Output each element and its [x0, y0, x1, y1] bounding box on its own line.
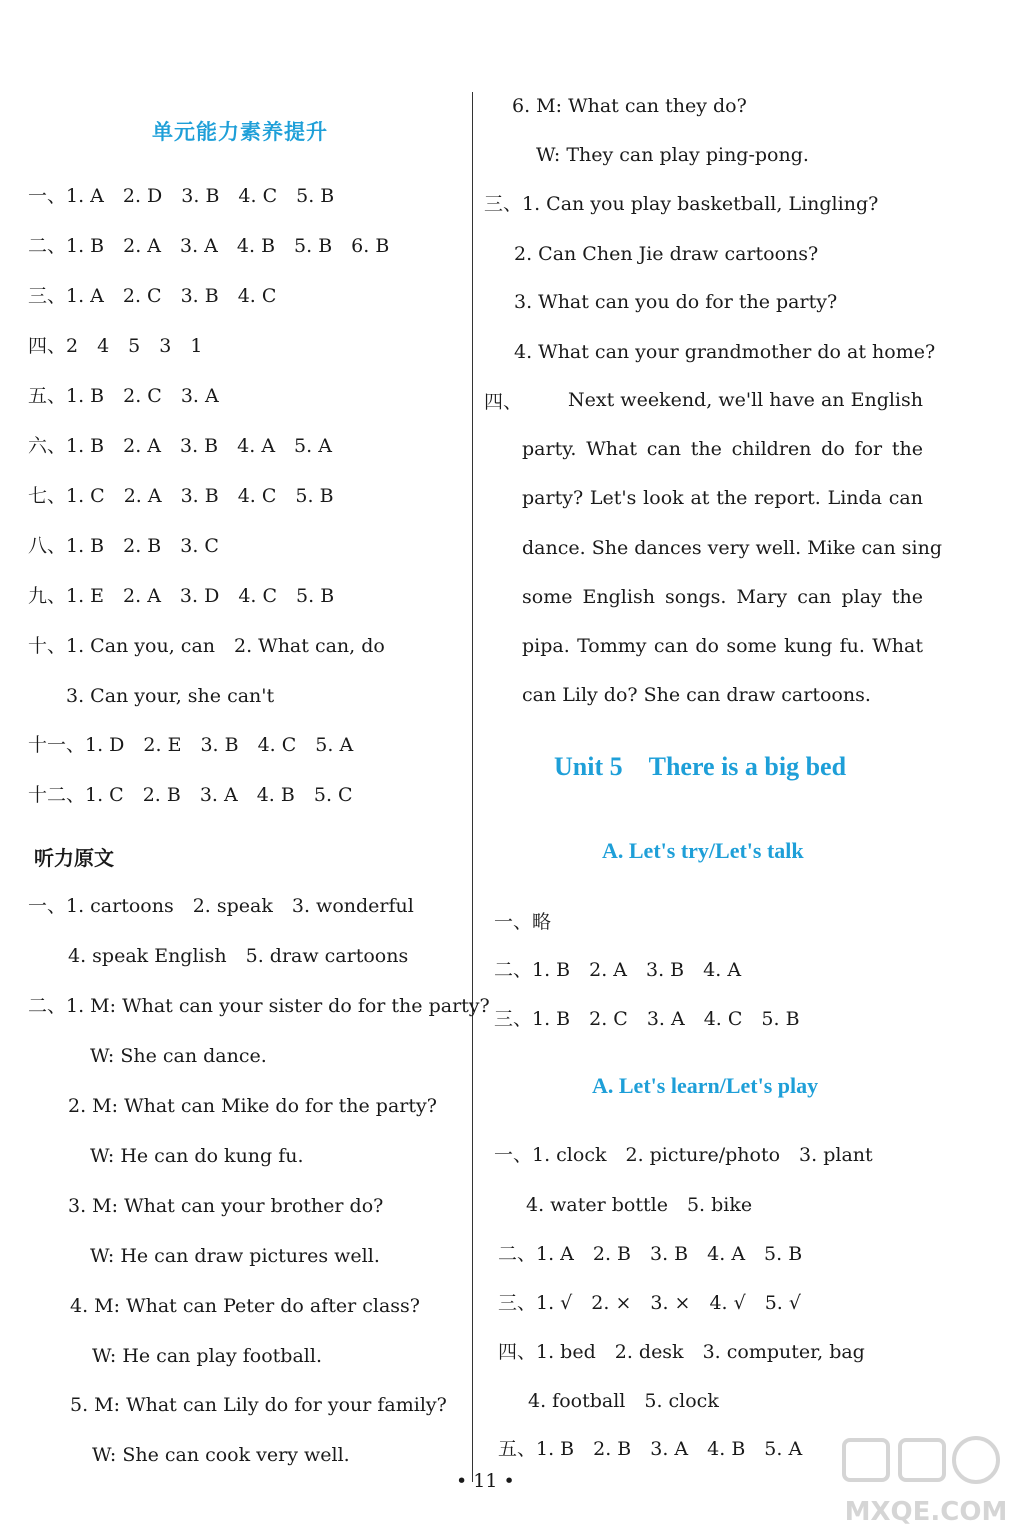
passage-label: 四、: [484, 391, 523, 413]
listening-line: W: He can draw pictures well.: [90, 1245, 380, 1267]
dialogue-line: 6. M: What can they do?: [512, 95, 747, 117]
answer-line: 三、1. √ 2. × 3. × 4. √ 5. √: [498, 1292, 801, 1314]
listening-line: W: He can do kung fu.: [90, 1145, 304, 1167]
passage-line: party? Let's look at the report. Linda can: [522, 487, 923, 509]
answer-line: 十、1. Can you, can 2. What can, do: [28, 635, 385, 657]
listening-line: 一、1. cartoons 2. speak 3. wonderful: [28, 895, 414, 917]
question-line: 4. What can your grandmother do at home?: [514, 341, 936, 363]
question-line: 2. Can Chen Jie draw cartoons?: [514, 243, 819, 265]
answer-line: 三、1. A 2. C 3. B 4. C: [28, 285, 277, 307]
answer-line: 二、1. B 2. A 3. B 4. A: [494, 959, 742, 981]
answer-line: 四、1. bed 2. desk 3. computer, bag: [498, 1341, 865, 1363]
listening-line: 5. M: What can Lily do for your family?: [70, 1394, 447, 1416]
question-line: 三、1. Can you play basketball, Lingling?: [484, 193, 879, 215]
listening-title: 听力原文: [34, 846, 114, 870]
answer-line: 一、1. clock 2. picture/photo 3. plant: [494, 1144, 873, 1166]
passage-line: can Lily do? She can draw cartoons.: [522, 684, 871, 706]
listening-line: 4. M: What can Peter do after class?: [70, 1295, 420, 1317]
dialogue-line: W: They can play ping-pong.: [536, 144, 809, 166]
question-line: 3. What can you do for the party?: [514, 291, 838, 313]
answer-line: 3. Can your, she can't: [66, 685, 275, 707]
answer-line: 十二、1. C 2. B 3. A 4. B 5. C: [28, 784, 353, 806]
answer-line: 二、1. A 2. B 3. B 4. A 5. B: [498, 1243, 803, 1265]
answer-line: 三、1. B 2. C 3. A 4. C 5. B: [494, 1008, 800, 1030]
passage-line: pipa. Tommy can do some kung fu. What: [522, 635, 923, 657]
passage-line: some English songs. Mary can play the: [522, 586, 923, 608]
passage-line: Next weekend, we'll have an English: [568, 389, 923, 411]
listening-line: 二、1. M: What can your sister do for the party?: [28, 995, 490, 1017]
answer-line: 五、1. B 2. C 3. A: [28, 385, 219, 407]
listening-line: 4. speak English 5. draw cartoons: [68, 945, 409, 967]
answer-line: 一、1. A 2. D 3. B 4. C 5. B: [28, 185, 335, 207]
passage-line: party. What can the children do for the: [522, 438, 923, 460]
subsection-title: A. Let's learn/Let's play: [592, 1073, 819, 1098]
unit-title: Unit 5 There is a big bed: [554, 752, 847, 781]
answer-line: 九、1. E 2. A 3. D 4. C 5. B: [28, 585, 335, 607]
listening-line: 2. M: What can Mike do for the party?: [68, 1095, 437, 1117]
answer-line: 六、1. B 2. A 3. B 4. A 5. A: [28, 435, 332, 457]
answer-line: 4. water bottle 5. bike: [526, 1194, 753, 1216]
answer-line: 四、2 4 5 3 1: [28, 335, 203, 357]
listening-line: W: She can dance.: [90, 1045, 267, 1067]
answer-line: 七、1. C 2. A 3. B 4. C 5. B: [28, 485, 334, 507]
answer-line: 十一、1. D 2. E 3. B 4. C 5. A: [28, 734, 354, 756]
listening-line: W: She can cook very well.: [92, 1444, 350, 1466]
answer-line: 二、1. B 2. A 3. A 4. B 5. B 6. B: [28, 235, 390, 257]
answer-line: 八、1. B 2. B 3. C: [28, 535, 219, 557]
answer-line: 一、略: [494, 911, 552, 933]
answer-line: 五、1. B 2. B 3. A 4. B 5. A: [498, 1438, 803, 1460]
watermark-text: MXQE.COM: [844, 1497, 1008, 1527]
listening-line: W: He can play football.: [92, 1345, 322, 1367]
section-title: 单元能力素养提升: [152, 120, 328, 144]
page-number: • 11 •: [456, 1470, 515, 1492]
watermark-logo: [836, 1432, 1016, 1532]
listening-line: 3. M: What can your brother do?: [68, 1195, 384, 1217]
column-divider: [472, 92, 473, 1482]
answer-line: 4. football 5. clock: [528, 1390, 719, 1412]
subsection-title: A. Let's try/Let's talk: [602, 838, 804, 863]
passage-line: dance. She dances very well. Mike can sing: [522, 537, 943, 559]
